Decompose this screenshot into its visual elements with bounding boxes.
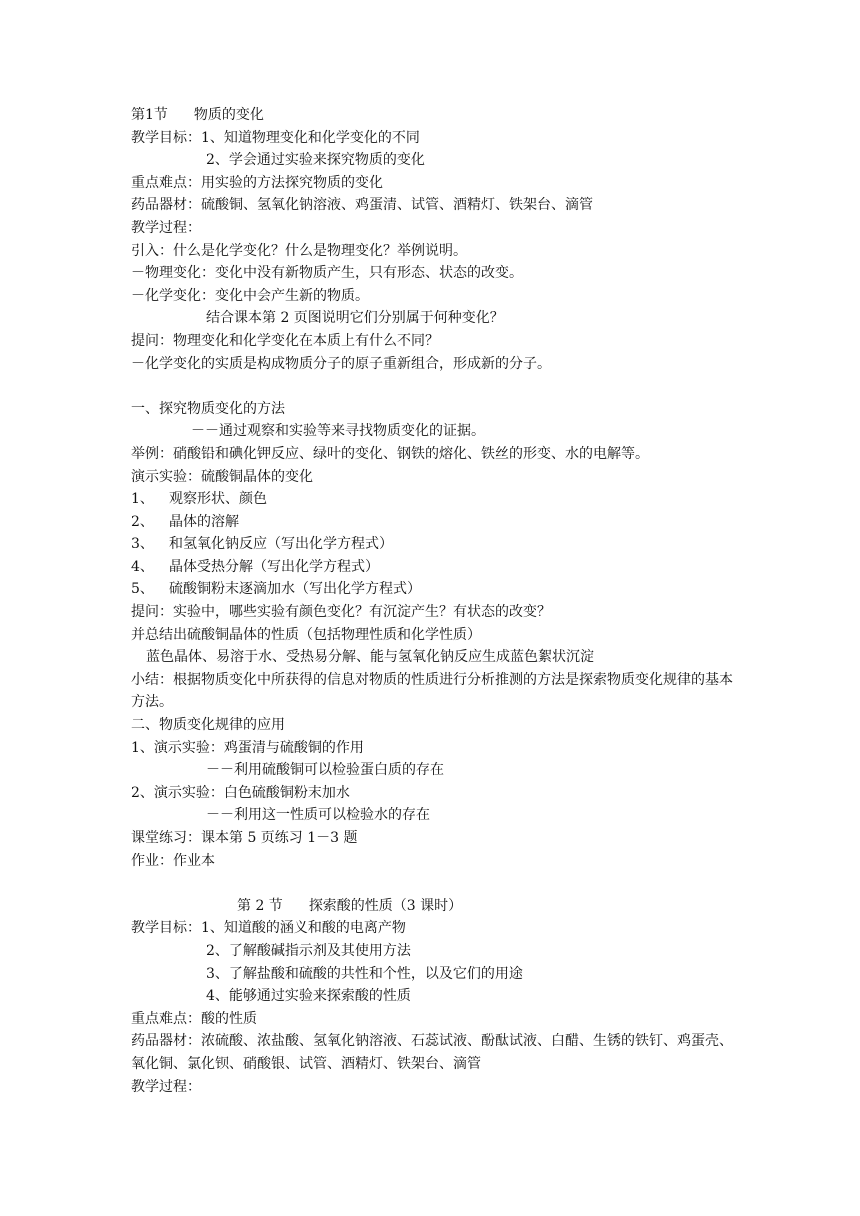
section-2-heading bbox=[131, 895, 736, 918]
goal-label: 教学目标： bbox=[131, 129, 201, 146]
properties: 蓝色晶体、易溶于水、受热易分解、能与氢氧化钠反应生成蓝色絮状沉淀 bbox=[146, 649, 594, 666]
section-2-number: 第 2 节 bbox=[237, 897, 283, 914]
demo-2-subtitle: －－利用这一性质可以检验水的存在 bbox=[206, 807, 430, 824]
materials-2: 药品器材：浓硫酸、浓盐酸、氢氧化钠溶液、石蕊试液、酚酞试液、白醋、生锈的铁钉、鸡蛋壳、氧化铜、氯化钡、硝酸银、试管、酒精灯、铁架台、滴管 bbox=[131, 1033, 733, 1072]
goal-4: 4、能够通过实验来探索酸的性质 bbox=[206, 988, 411, 1005]
chemical-change: －化学变化：变化中会产生新的物质。 bbox=[131, 287, 369, 304]
part-1-subtitle: －－通过观察和实验等来寻找物质变化的证据。 bbox=[191, 423, 485, 440]
goal-1: 1、知道物理变化和化学变化的不同 bbox=[201, 129, 420, 146]
key-difficulty: 重点难点：用实验的方法探究物质的变化 bbox=[131, 174, 383, 191]
goal-2-text: 2、学会通过实验来探究物质的变化 bbox=[206, 152, 425, 169]
section-1-heading bbox=[131, 104, 736, 127]
process-label: 教学过程： bbox=[131, 219, 201, 236]
demo-1-subtitle: －－利用硫酸铜可以检验蛋白质的存在 bbox=[206, 762, 444, 779]
step-number: 5、 bbox=[131, 581, 154, 598]
goal-label: 教学目标： bbox=[131, 920, 201, 937]
part-1-title: 一、探究物质变化的方法 bbox=[131, 400, 285, 417]
section-1-number: 第1节 bbox=[131, 107, 168, 123]
essence: －化学变化的实质是构成物质分子的原子重新组合，形成新的分子。 bbox=[131, 355, 551, 372]
materials: 药品器材：硫酸铜、氢氧化钠溶液、鸡蛋清、试管、酒精灯、铁架台、滴管 bbox=[131, 197, 593, 214]
homework: 作业：作业本 bbox=[131, 852, 215, 869]
blank-line bbox=[131, 872, 736, 895]
examples: 举例：硝酸铅和碘化钾反应、绿叶的变化、钢铁的熔化、铁丝的形变、水的电解等。 bbox=[131, 445, 649, 462]
textbook-note: 结合课本第 2 页图说明它们分别属于何种变化？ bbox=[206, 310, 504, 327]
summary-properties: 并总结出硫酸铜晶体的性质（包括物理性质和化学性质） bbox=[131, 626, 481, 643]
teaching-goals bbox=[131, 127, 736, 150]
part-2-title: 二、物质变化规律的应用 bbox=[131, 717, 285, 734]
key-difficulty-2: 重点难点：酸的性质 bbox=[131, 1010, 257, 1027]
process-label-2: 教学过程： bbox=[131, 1078, 201, 1095]
demo-experiment: 演示实验：硫酸铜晶体的变化 bbox=[131, 468, 313, 485]
step-number: 2、 bbox=[131, 513, 154, 530]
section-2-title: 探索酸的性质（3 课时） bbox=[308, 897, 463, 914]
goal-2: 2、了解酸碱指示剂及其使用方法 bbox=[206, 942, 411, 959]
teaching-goals-2 bbox=[131, 917, 736, 940]
question-2: 提问：实验中，哪些实验有颜色变化？有沉淀产生？有状态的改变？ bbox=[131, 604, 551, 621]
exercise: 课堂练习：课本第 5 页练习 1－3 题 bbox=[131, 830, 358, 846]
step-item bbox=[131, 533, 736, 556]
step-text: 硫酸铜粉末逐滴加水（写出化学方程式） bbox=[169, 581, 421, 598]
step-number: 3、 bbox=[131, 536, 154, 553]
section-1-title: 物质的变化 bbox=[193, 107, 264, 123]
intro: 引入：什么是化学变化？什么是物理变化？举例说明。 bbox=[131, 242, 467, 259]
step-text: 晶体的溶解 bbox=[169, 513, 239, 530]
goal-3: 3、了解盐酸和硫酸的共性和个性，以及它们的用途 bbox=[206, 965, 523, 982]
step-item bbox=[131, 488, 736, 511]
step-text: 观察形状、颜色 bbox=[169, 491, 267, 508]
step-number: 4、 bbox=[131, 558, 154, 575]
step-text: 和氢氧化钠反应（写出化学方程式） bbox=[169, 536, 393, 553]
step-item bbox=[131, 578, 736, 601]
physical-change: －物理变化：变化中没有新物质产生，只有形态、状态的改变。 bbox=[131, 265, 523, 282]
conclusion: 小结：根据物质变化中所获得的信息对物质的性质进行分析推测的方法是探索物质变化规律的基本方法。 bbox=[131, 671, 733, 711]
step-number: 1、 bbox=[131, 491, 154, 508]
demo-1: 1、演示实验：鸡蛋清与硫酸铜的作用 bbox=[131, 739, 364, 756]
document-body bbox=[131, 104, 736, 1098]
step-text: 晶体受热分解（写出化学方程式） bbox=[169, 558, 379, 575]
demo-2: 2、演示实验：白色硫酸铜粉末加水 bbox=[131, 784, 350, 801]
step-item bbox=[131, 556, 736, 579]
blank-line bbox=[131, 375, 736, 398]
goal-2 bbox=[131, 149, 736, 172]
question-1: 提问：物理变化和化学变化在本质上有什么不同？ bbox=[131, 332, 439, 349]
goal-1: 1、知道酸的涵义和酸的电离产物 bbox=[201, 920, 406, 937]
step-item bbox=[131, 511, 736, 534]
